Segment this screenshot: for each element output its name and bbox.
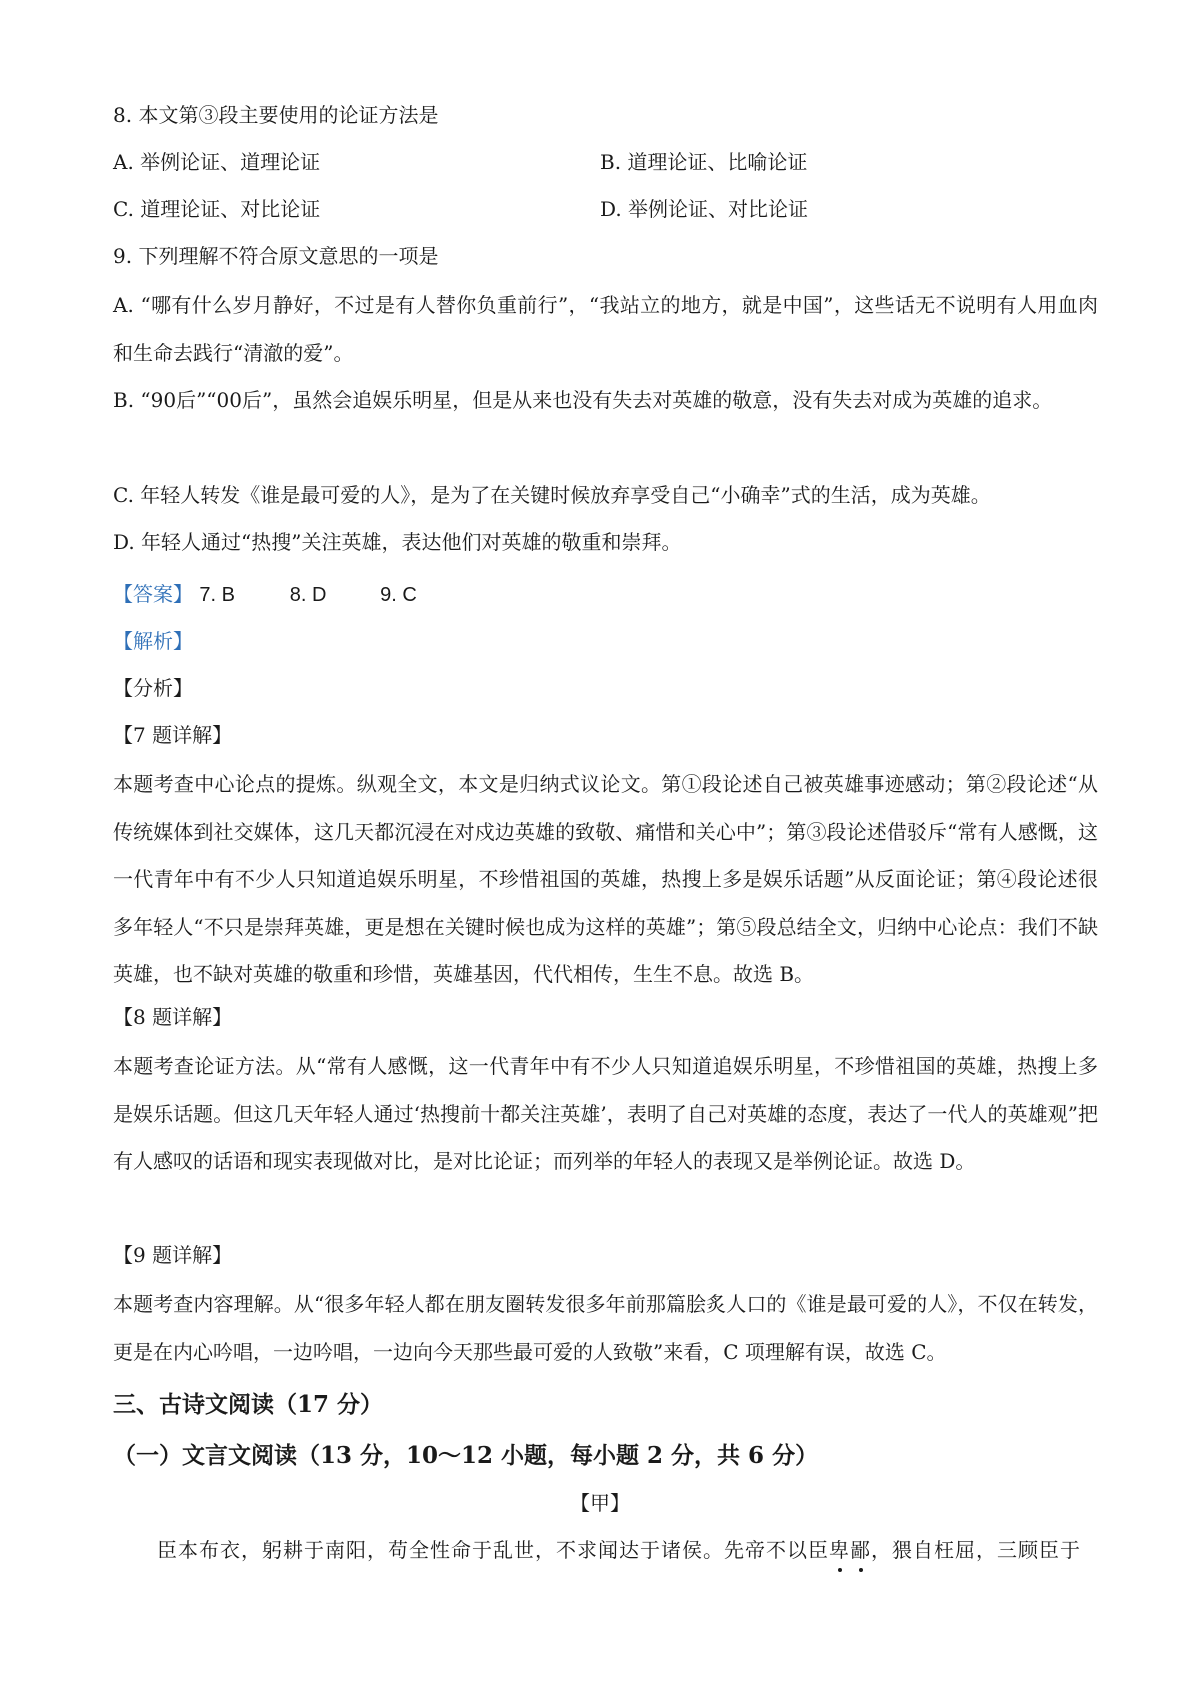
q9-option-c: C. 年轻人转发《谁是最可爱的人》，是为了在关键时候放弃享受自己“小确幸”式的生活，成为英雄。 xyxy=(113,483,991,507)
q8-detail-text: 本题考查论证方法。从“常有人感慨，这一代青年中有不少人只知道追娱乐明星，不珍惜祖国的英雄，热搜上多是娱乐话题。但这几天年轻人通过‘热搜前十都关注英雄’，表明了自己对英雄的态度，表达了一代人的英雄观”把有人感叹的话语和现实表现做对比，是对比论证；而列举的年轻人的表现又是举例论证。故选 D。 xyxy=(113,1054,1098,1173)
passage-jia-label: 【甲】 xyxy=(570,1491,630,1515)
section-title: 三、古诗文阅读（17 分） xyxy=(113,1391,384,1418)
answer-item: 7. B xyxy=(199,584,235,606)
dotted-char: 鄙 xyxy=(850,1538,871,1562)
answer-row xyxy=(113,580,417,609)
dotted-char: 卑 xyxy=(829,1538,850,1562)
q8-option-c: C. 道理论证、对比论证 xyxy=(113,197,321,221)
dotted-word xyxy=(829,1538,871,1562)
q8-stem: 8. 本文第③段主要使用的论证方法是 xyxy=(113,103,439,127)
subsection-title: （一）文言文阅读（13 分，10～12 小题，每小题 2 分，共 6 分） xyxy=(113,1442,819,1469)
classical-text-line xyxy=(157,1534,1081,1563)
q9-detail-label: 【9 题详解】 xyxy=(113,1243,233,1267)
analysis-label: 【解析】 xyxy=(113,629,193,653)
q7-detail-label: 【7 题详解】 xyxy=(113,723,233,747)
answer-item: 9. C xyxy=(380,584,417,606)
q9-option-d: D. 年轻人通过“热搜”关注英雄，表达他们对英雄的敬重和崇拜。 xyxy=(113,530,682,554)
q9-option-a: A. “哪有什么岁月静好，不过是有人替你负重前行”，“我站立的地方，就是中国”，这些话无不说明有人用血肉和生命去践行“清澈的爱”。 xyxy=(113,293,1098,365)
q8-detail-label: 【8 题详解】 xyxy=(113,1005,233,1029)
classical-text-after: ，猥自枉屈，三顾臣于 xyxy=(871,1538,1081,1562)
answer-label: 【答案】 xyxy=(113,582,193,606)
classical-text-before: 臣本布衣，躬耕于南阳，苟全性命于乱世，不求闻达于诸侯。先帝不以臣 xyxy=(157,1538,829,1562)
fenxi-label: 【分析】 xyxy=(113,676,193,700)
q9-stem: 9. 下列理解不符合原文意思的一项是 xyxy=(113,244,439,268)
q8-option-a: A. 举例论证、道理论证 xyxy=(113,150,321,174)
q9-detail-text: 本题考查内容理解。从“很多年轻人都在朋友圈转发很多年前那篇脍炙人口的《谁是最可爱的人》，不仅在转发，更是在内心吟唱，一边吟唱，一边向今天那些最可爱的人致敬”来看，C 项理解有误，故选 C。 xyxy=(113,1292,1098,1364)
answer-item: 8. D xyxy=(289,584,327,606)
q8-option-d: D. 举例论证、对比论证 xyxy=(600,197,809,221)
q7-detail-text: 本题考查中心论点的提炼。纵观全文，本文是归纳式议论文。第①段论述自己被英雄事迹感动；第②段论述“从传统媒体到社交媒体，这几天都沉浸在对戍边英雄的致敬、痛惜和关心中”；第③段论述借驳斥“常有人感慨，这一代青年中有不少人只知道追娱乐明星，不珍惜祖国的英雄，热搜上多是娱乐话题”从反面论证；第④段论述很多年轻人“不只是崇拜英雄，更是想在关键时候也成为这样的英雄”；第⑤段总结全文，归纳中心论点：我们不缺英雄，也不缺对英雄的敬重和珍惜，英雄基因，代代相传，生生不息。故选 B。 xyxy=(113,772,1098,986)
q8-option-b: B. 道理论证、比喻论证 xyxy=(600,150,808,174)
q9-option-b: B. “90后”“00后”，虽然会追娱乐明星，但是从来也没有失去对英雄的敬意，没有失去对成为英雄的追求。 xyxy=(113,388,1053,412)
